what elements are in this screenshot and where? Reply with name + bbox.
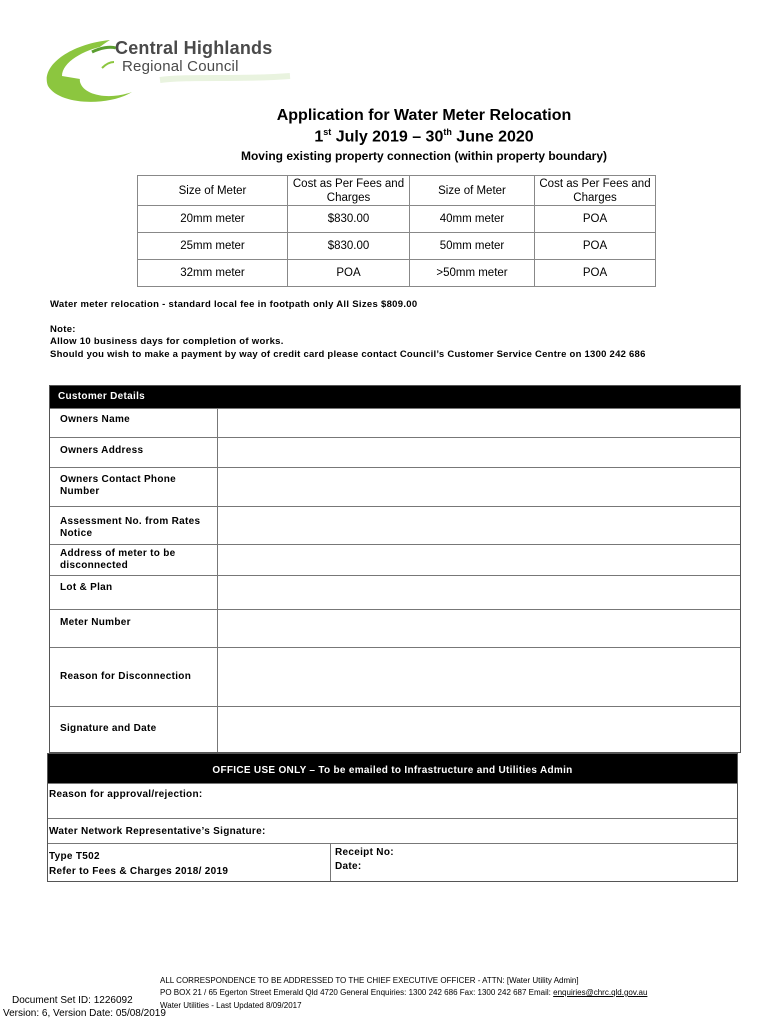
fees-table (137, 175, 656, 287)
fees-cell: 40mm meter (410, 206, 535, 233)
field-label: Meter Number (50, 610, 218, 647)
fees-table-row (138, 260, 656, 287)
customer-details-form (49, 385, 741, 753)
logo-text-line2: Regional Council (122, 58, 239, 75)
fees-cell: $830.00 (288, 206, 410, 233)
note-line-1: Allow 10 business days for completion of works. (50, 336, 284, 347)
refer-line: Refer to Fees & Charges 2018/ 2019 (49, 866, 229, 877)
note-line-2: Should you wish to make a payment by way of credit card please contact Council’s Customer Service Centre on 1300 242 686 (50, 349, 646, 360)
type-line: Type T502 (49, 851, 100, 862)
fees-cell: 20mm meter (138, 206, 288, 233)
meter-address-field[interactable] (218, 545, 740, 575)
signature-field[interactable] (218, 707, 740, 752)
fees-table-row (138, 233, 656, 260)
fees-table-row (138, 206, 656, 233)
reason-field[interactable] (218, 648, 740, 706)
assessment-no-field[interactable] (218, 507, 740, 544)
representative-signature-label: Water Network Representative’s Signature: (49, 826, 266, 837)
form-row-owners-name (50, 408, 740, 437)
standard-fee-note: Water meter relocation - standard local fee in footpath only All Sizes $809.00 (50, 299, 418, 310)
field-label: Address of meter to be disconnected (50, 545, 218, 575)
office-use-section (47, 753, 738, 882)
approval-reason-label: Reason for approval/rejection: (49, 789, 203, 800)
footer-email-link[interactable]: enquiries@chrc.qld.gov.au (553, 988, 648, 997)
footer-updated: Water Utilities - Last Updated 8/09/2017 (160, 1001, 302, 1010)
field-label: Assessment No. from Rates Notice (50, 507, 218, 544)
fees-header-cell: Cost as Per Fees and Charges (288, 176, 410, 206)
fees-cell: >50mm meter (410, 260, 535, 287)
meter-number-field[interactable] (218, 610, 740, 647)
type-reference-cell (48, 844, 331, 881)
form-row-assessment-no (50, 506, 740, 544)
form-row-signature (50, 706, 740, 752)
form-row-contact-phone (50, 467, 740, 506)
approval-reason-row[interactable] (48, 783, 737, 818)
date-label: Date: (335, 861, 362, 872)
fees-cell: POA (535, 260, 656, 287)
receipt-cell[interactable] (331, 844, 737, 881)
form-row-reason (50, 647, 740, 706)
fees-cell: $830.00 (288, 233, 410, 260)
fees-cell: 50mm meter (410, 233, 535, 260)
fees-cell: 25mm meter (138, 233, 288, 260)
fees-cell: 32mm meter (138, 260, 288, 287)
page-title-dates: 1st July 2019 – 30th June 2020 (314, 127, 534, 146)
office-use-heading: OFFICE USE ONLY – To be emailed to Infrastructure and Utilities Admin (48, 754, 737, 783)
field-label: Signature and Date (50, 707, 218, 752)
field-label: Reason for Disconnection (50, 648, 218, 706)
fees-cell: POA (535, 233, 656, 260)
fees-header-cell: Cost as Per Fees and Charges (535, 176, 656, 206)
contact-phone-field[interactable] (218, 468, 740, 506)
field-label: Lot & Plan (50, 576, 218, 609)
form-row-meter-number (50, 609, 740, 647)
note-label: Note: (50, 324, 76, 335)
form-row-owners-address (50, 437, 740, 467)
page-subtitle: Moving existing property connection (within property boundary) (240, 149, 607, 163)
office-bottom-row (48, 843, 737, 881)
fees-cell: POA (535, 206, 656, 233)
form-row-lot-plan (50, 575, 740, 609)
owners-name-field[interactable] (218, 409, 740, 437)
representative-signature-row[interactable] (48, 818, 737, 843)
document-set-id: Document Set ID: 1226092 (12, 995, 133, 1006)
lot-plan-field[interactable] (218, 576, 740, 609)
owners-address-field[interactable] (218, 438, 740, 467)
field-label: Owners Name (50, 409, 218, 437)
form-row-meter-address (50, 544, 740, 575)
receipt-no-label: Receipt No: (335, 847, 394, 858)
field-label: Owners Address (50, 438, 218, 467)
fees-cell: POA (288, 260, 410, 287)
page-title: Application for Water Meter Relocation (276, 107, 572, 124)
footer-correspondence: ALL CORRESPONDENCE TO BE ADDRESSED TO THE CHIEF EXECUTIVE OFFICER - ATTN: [Water Utility Admin] (160, 976, 579, 985)
fees-header-cell: Size of Meter (138, 176, 288, 206)
fees-header-cell: Size of Meter (410, 176, 535, 206)
version-info: Version: 6, Version Date: 05/08/2019 (3, 1008, 166, 1019)
logo-text-line1: Central Highlands (115, 38, 273, 58)
customer-details-heading: Customer Details (50, 386, 740, 408)
fees-table-header (138, 176, 656, 206)
field-label: Owners Contact Phone Number (50, 468, 218, 506)
footer-address: PO BOX 21 / 65 Egerton Street Emerald Qld 4720 General Enquiries: 1300 242 686 Fax: 1300 242 687 Email: enquiries@chrc.qld.gov.au (160, 988, 648, 997)
